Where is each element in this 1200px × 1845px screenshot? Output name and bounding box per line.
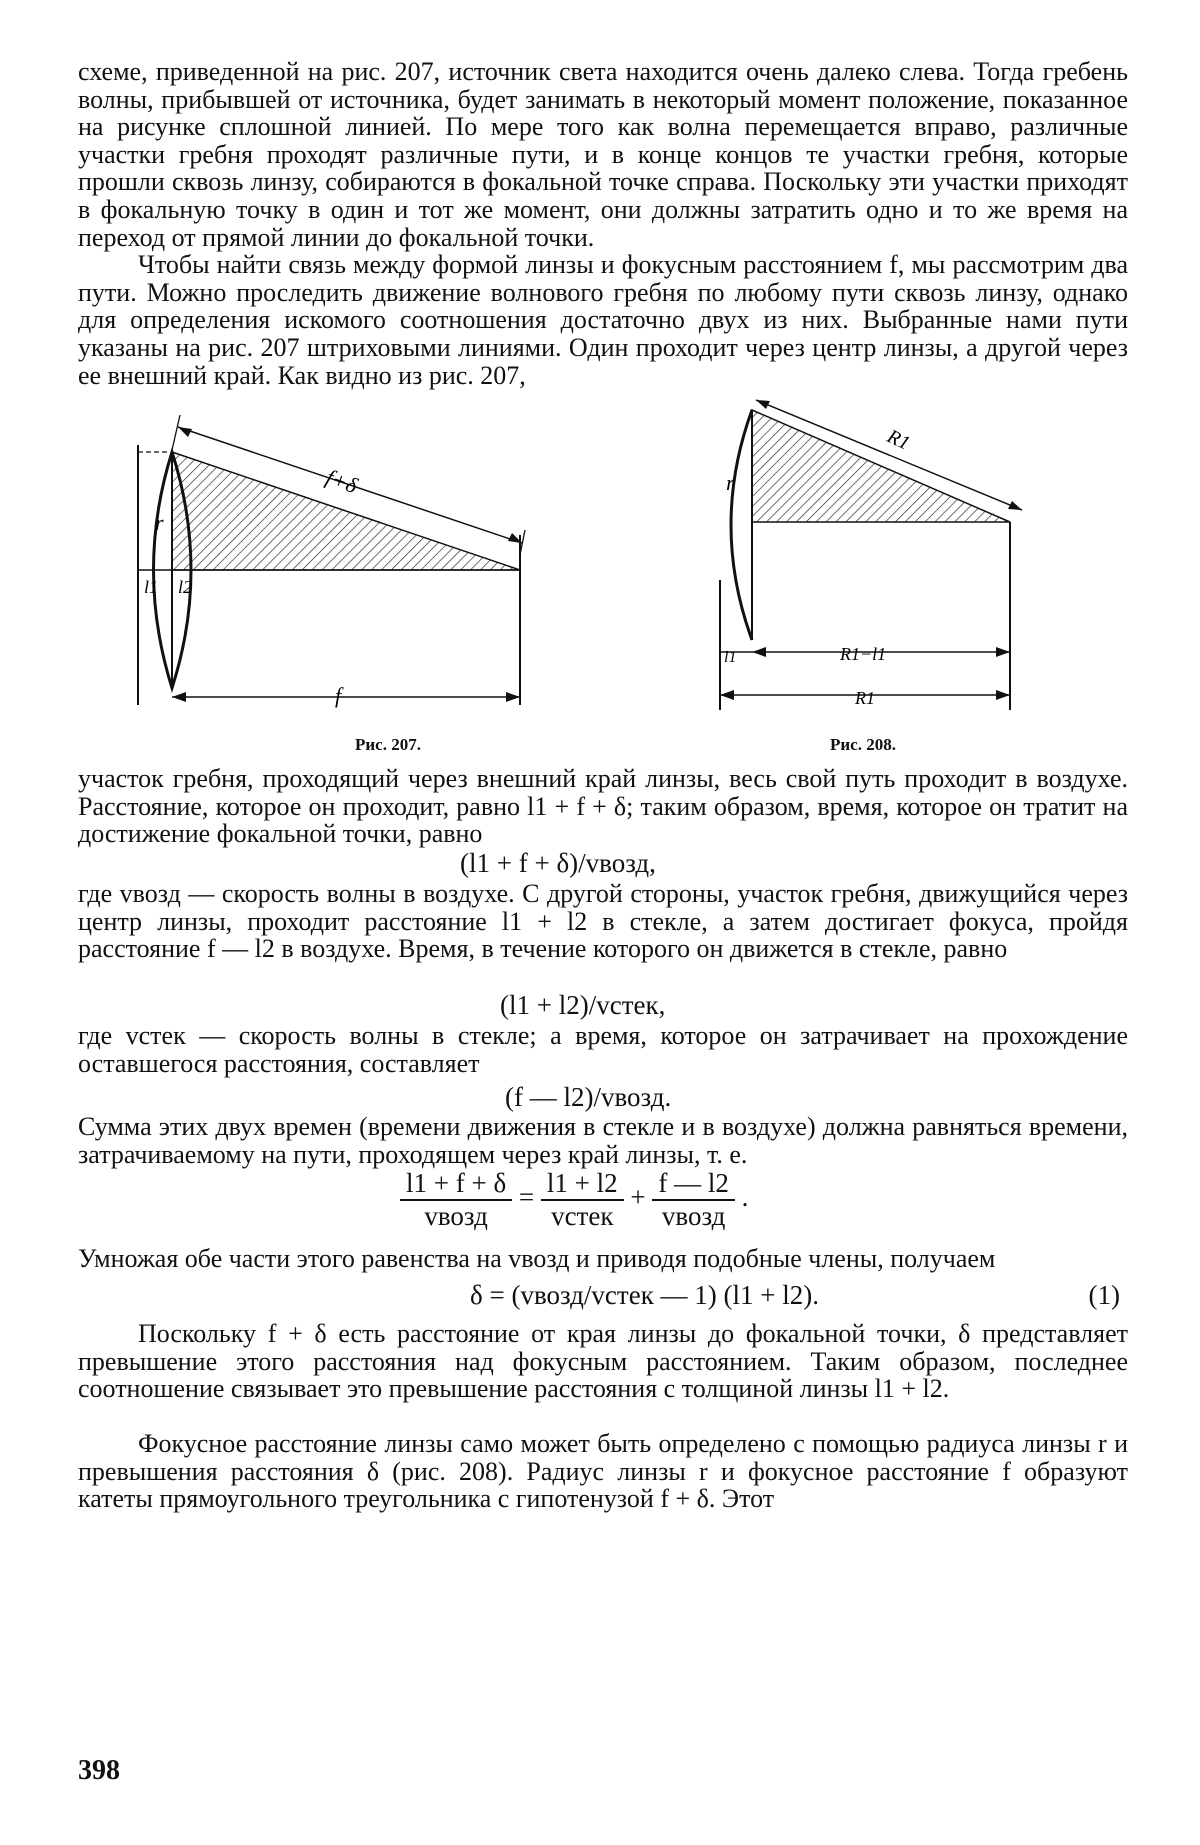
equation-5: δ = (vвозд/vстек — 1) (l1 + l2). — [470, 1280, 820, 1310]
equation-5-number: (1) — [1088, 1280, 1120, 1310]
paragraph-9: Фокусное расстояние линзы само может быть определено с помощью радиуса линзы r и превышения расстояния δ (рис. 208). Радиус линзы r и фокусное расстояние f образуют катеты прямоугольного треугольника с гипотенузой f + δ. Этот — [78, 1429, 1128, 1514]
top-text — [78, 58, 1128, 389]
label-R1-minus-l1-208: R1−l1 — [840, 644, 887, 664]
caption-208: Рис. 208. — [830, 735, 896, 754]
body-p3 — [78, 1022, 1128, 1077]
label-l1-208: l1 — [724, 649, 737, 666]
eq4-den-1: vвозд — [424, 1201, 488, 1231]
equation-4: $\frac{l1 + f + \delta}{\text{vвозд}}$ = $\frac{l1 + l2}{\text{vстек}}$ + $\frac{f — l2}{\text{vвозд}}$ . — [400, 1168, 748, 1232]
label-f-207: f — [335, 683, 342, 708]
equation-3: (f — l2)/vвозд. — [505, 1082, 672, 1112]
label-l1-207: l1 — [144, 577, 159, 597]
page-number: 398 — [78, 1755, 120, 1786]
label-R1-208: R1 — [883, 425, 914, 455]
body-p7 — [78, 1430, 1128, 1513]
label-l2-207: l2 — [178, 577, 193, 597]
figure-207 — [130, 405, 630, 735]
label-f-delta-207: f+δ — [322, 464, 361, 499]
paragraph-1: схеме, приведенной на рис. 207, источник света находится очень далеко слева. Тогда гребень волны, прибывшей от источника, будет занимать в некоторый момент положение, показанное на рисунке сплошной линией. По мере того как волна перемещается вправо, различные участки гребня проходят различные пути, и в конце концов те участки гребня, которые прошли сквозь линзу, собираются в фокальной точке справа. Поскольку эти участки приходят в фокальную точку в один и тот же момент, они должны затратить одно и то же время на переход от прямой линии до фокальной точки. — [78, 57, 1128, 252]
caption-207: Рис. 207. — [355, 735, 421, 754]
paragraph-8: Поскольку f + δ есть расстояние от края линзы до фокальной точки, δ представляет превышение этого расстояния над фокусным расстоянием. Таким образом, последнее соотношение связывает это превышение расстояния с толщиной линзы l1 + l2. — [78, 1319, 1128, 1404]
paragraph-2: Чтобы найти связь между формой линзы и фокусным расстоянием f, мы рассмотрим два пути. Можно проследить движение волнового гребня по любому пути сквозь линзу, однако для определения искомого соотношения достаточно двух из них. Выбранные нами пути указаны на рис. 207 штриховыми линиями. Один проходит через центр линзы, а другой через ее внешний край. Как видно из рис. 207, — [78, 250, 1128, 390]
label-r-207: r — [155, 510, 164, 535]
body-p1 — [78, 765, 1128, 848]
eq4-den-3: vвозд — [661, 1201, 726, 1231]
eq4-num-1: l1 + f + δ — [400, 1168, 512, 1201]
label-r-208: r — [726, 470, 735, 495]
paragraph-6: Сумма этих двух времен (времени движения в стекле и в воздухе) должна равняться времени, затрачиваемому на пути, проходящем через край линзы, т. е. — [78, 1112, 1128, 1169]
eq4-num-2: l1 + l2 — [541, 1168, 624, 1201]
paragraph-5: где vстек — скорость волны в стекле; а время, которое он затрачивает на прохождение оставшегося расстояния, составляет — [78, 1021, 1128, 1078]
eq4-den-2: vстек — [551, 1201, 614, 1231]
paragraph-7: Умножая обе части этого равенства на vвозд и приводя подобные члены, получаем — [78, 1244, 996, 1273]
body-p4 — [78, 1113, 1128, 1168]
body-p2 — [78, 880, 1128, 963]
figure-208 — [700, 390, 1040, 735]
body-p5 — [78, 1245, 1128, 1273]
label-R1-bottom-208: R1 — [855, 688, 875, 708]
half-lens-208 — [731, 410, 752, 640]
eq4-num-3: f — l2 — [652, 1168, 735, 1201]
equation-2: (l1 + l2)/vстек, — [500, 990, 666, 1020]
paragraph-4: где vвозд — скорость волны в воздухе. С другой стороны, участок гребня, движущийся через центр линзы, проходит расстояние l1 + l2 в стекле, а затем достигает фокуса, пройдя расстояние f — l2 в воздухе. Время, в течение которого он движется в стекле, равно — [78, 879, 1128, 964]
hatched-region-208 — [752, 410, 1010, 522]
equation-1: (l1 + f + δ)/vвозд, — [460, 848, 656, 878]
paragraph-3: участок гребня, проходящий через внешний край линзы, весь свой путь проходит в воздухе. Расстояние, которое он проходит, равно l1 + f + δ; таким образом, время, которое он тратит на достижение фокальной точки, равно — [78, 764, 1128, 849]
body-p6 — [78, 1320, 1128, 1403]
